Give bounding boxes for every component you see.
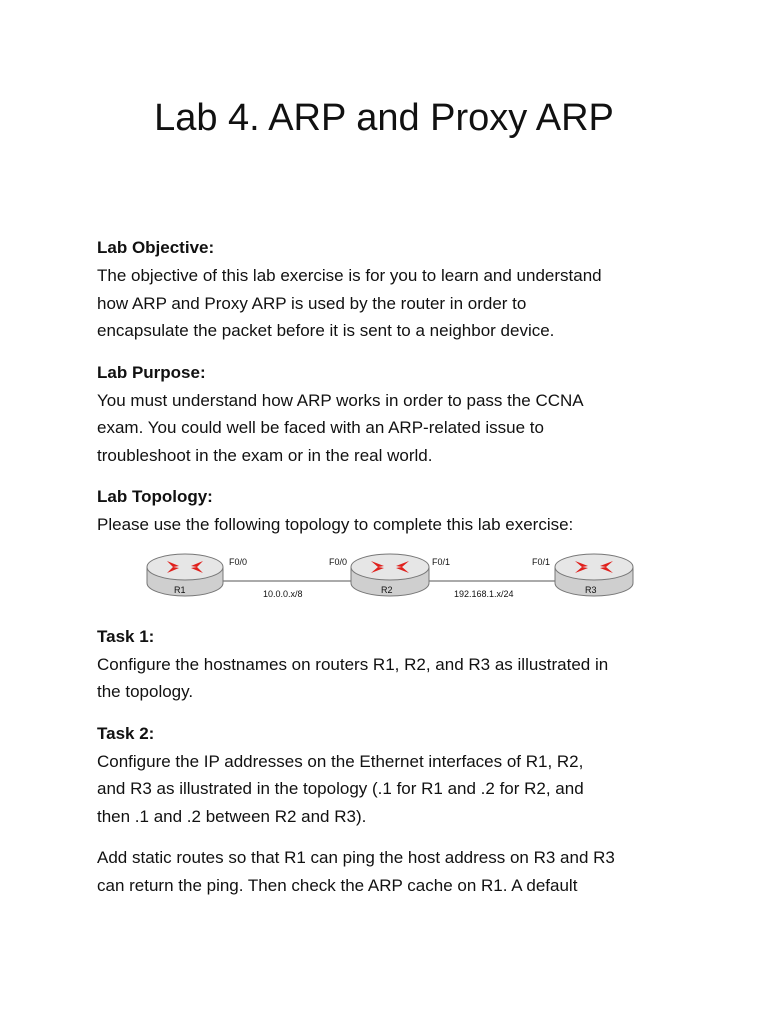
interface-label: F0/1 — [432, 556, 451, 567]
paragraph-line: can return the ping. Then check the ARP cache on R1. A default — [97, 875, 578, 895]
section-task2-continued — [97, 844, 697, 899]
paragraph-line: Configure the hostnames on routers R1, R2, and R3 as illustrated in — [97, 654, 609, 674]
paragraph-line: Add static routes so that R1 can ping the host address on R3 and R3 — [97, 848, 615, 867]
paragraph-line: the topology. — [97, 682, 194, 701]
section-task2 — [97, 720, 697, 831]
paragraph-line: and R3 as illustrated in the topology (.1 for R1 and .2 for R2, and — [97, 779, 584, 798]
router-r2-icon — [351, 554, 429, 596]
router-r3-icon — [555, 554, 633, 596]
section-objective — [97, 234, 697, 345]
router-label: R2 — [381, 584, 393, 595]
document-body — [97, 234, 697, 913]
router-r1-icon — [147, 554, 223, 596]
paragraph-line: encapsulate the packet before it is sent to a neighbor device. — [97, 321, 555, 340]
paragraph-line: exam. You could well be faced with an ARP-related issue to — [97, 418, 544, 437]
interface-label: F0/1 — [532, 556, 551, 567]
section-purpose — [97, 359, 697, 470]
paragraph-line: Configure the IP addresses on the Ethernet interfaces of R1, R2, — [97, 751, 584, 771]
section-topology — [97, 483, 697, 539]
network-label: 10.0.0.x/8 — [263, 588, 303, 599]
network-topology-diagram — [145, 551, 645, 609]
section-heading: Lab Purpose: — [97, 362, 206, 382]
section-heading: Lab Topology: — [97, 487, 213, 506]
interface-label: F0/0 — [229, 556, 248, 567]
network-label: 192.168.1.x/24 — [454, 588, 514, 599]
paragraph-line: how ARP and Proxy ARP is used by the router in order to — [97, 293, 527, 313]
interface-label: F0/0 — [329, 556, 348, 567]
paragraph-line: You must understand how ARP works in order to pass the CCNA — [97, 390, 584, 410]
section-heading: Task 1: — [97, 626, 155, 646]
router-label: R3 — [585, 584, 597, 595]
page-title: Lab 4. ARP and Proxy ARP — [154, 97, 614, 139]
section-heading: Task 2: — [97, 723, 155, 743]
paragraph-line: The objective of this lab exercise is for you to learn and understand — [97, 266, 602, 285]
paragraph-line: Please use the following topology to complete this lab exercise: — [97, 515, 574, 534]
paragraph-line: troubleshoot in the exam or in the real world. — [97, 445, 433, 465]
paragraph-line: then .1 and .2 between R2 and R3). — [97, 806, 367, 826]
section-task1 — [97, 623, 697, 706]
section-heading: Lab Objective: — [97, 238, 215, 257]
router-label: R1 — [174, 584, 186, 595]
